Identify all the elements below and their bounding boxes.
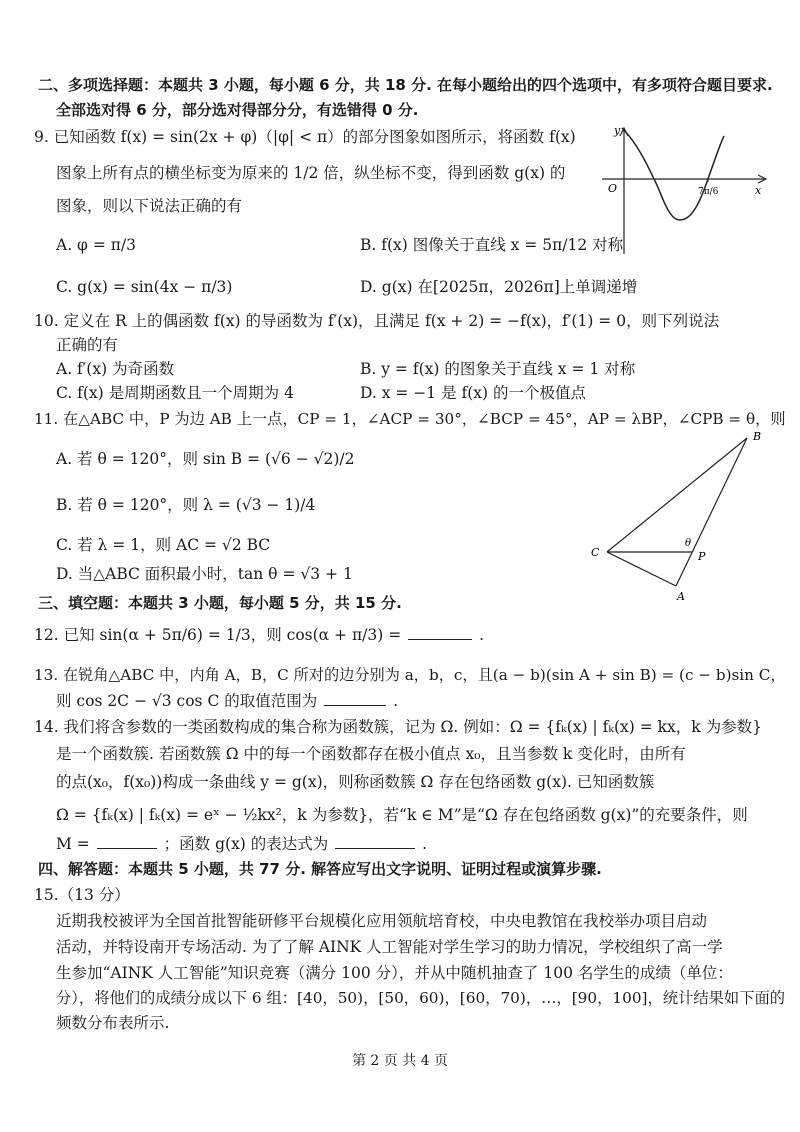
q13-line1: 13. 在锐角△ABC 中，内角 A，B，C 所对的边分别为 a，b，c，且(a − b)(sin A + sin B) = (c − b)sin C，: [34, 666, 786, 684]
section4-title: 四、解答题：本题共 5 小题，共 77 分. 解答应写出文字说明、证明过程或演算步骤.: [38, 860, 602, 878]
q15-line5: 频数分布表所示.: [56, 1014, 170, 1032]
q13-line2: [56, 690, 398, 712]
q9-option-d: D. g(x) 在[2025π，2026π]上单调递增: [360, 278, 638, 296]
y-axis-label: y: [614, 124, 621, 137]
q14-line4: Ω = {fₖ(x) | fₖ(x) = eˣ − ½kx²，k 为参数}，若“k ∈ M”是“Ω 存在包络函数 g(x)”的充要条件，则: [56, 806, 748, 824]
q14-line1: 14. 我们将含参数的一类函数构成的集合称为函数簇，记为 Ω. 例如：Ω = {fₖ(x) | fₖ(x) = kx，k 为参数}: [34, 718, 762, 736]
q11-option-c: C. 若 λ = 1，则 AC = √2 BC: [56, 536, 271, 554]
q13-answer-blank[interactable]: [324, 691, 386, 706]
q9-line1: 9. 已知函数 f(x) = sin(2x + φ)（|φ| < π）的部分图象如图所示，将函数 f(x): [34, 128, 576, 146]
tick-label-7pi-6: 7π/6: [698, 187, 719, 197]
q13-text: 则 cos 2C − √3 cos C 的取值范围为: [56, 692, 318, 710]
origin-label: O: [608, 182, 618, 195]
q9-option-b: B. f(x) 图像关于直线 x = 5π/12 对称: [360, 236, 624, 254]
q12-text: 12. 已知 sin(α + 5π/6) = 1/3，则 cos(α + π/3) =: [34, 626, 402, 644]
section2-title-line2: 全部选对得 6 分，部分选对得部分分，有选错得 0 分.: [56, 101, 419, 119]
x-axis-label: x: [755, 184, 762, 197]
q15-head: 15.（13 分）: [34, 886, 130, 904]
q10-line1: 10. 定义在 R 上的偶函数 f(x) 的导函数为 f′(x)，且满足 f(x + 2) = −f(x)，f′(1) = 0，则下列说法: [34, 312, 720, 330]
q12-tail: .: [479, 626, 485, 644]
q11-option-b: B. 若 θ = 120°，则 λ = (√3 − 1)/4: [56, 496, 316, 514]
q10-option-d: D. x = −1 是 f(x) 的一个极值点: [360, 384, 587, 402]
side-ab: [676, 438, 747, 586]
q10-line2: 正确的有: [56, 336, 119, 354]
q10-option-c: C. f(x) 是周期函数且一个周期为 4: [56, 384, 294, 402]
q9-line3: 图象，则以下说法正确的有: [56, 197, 243, 215]
q14-m-answer-blank[interactable]: [97, 834, 157, 849]
side-ca: [607, 552, 676, 586]
q9-option-a: A. φ = π/3: [56, 236, 137, 254]
angle-theta-label: θ: [685, 538, 692, 549]
point-p-label: P: [698, 550, 706, 563]
vertex-b-label: B: [753, 430, 762, 443]
q15-line2: 活动，并特设南开专场活动. 为了了解 AINK 人工智能对学生学习的助力情况，学校组织了高一学: [56, 938, 723, 956]
q14-line3: 的点(x₀，f(x₀))构成一条曲线 y = g(x)，则称函数簇 Ω 存在包络函数 g(x). 已知函数簇: [56, 773, 655, 791]
side-cb: [607, 438, 747, 552]
q14-tail: .: [422, 835, 428, 853]
q14-m-label: M =: [56, 835, 90, 853]
q11-line1: 11. 在△ABC 中，P 为边 AB 上一点，CP = 1，∠ACP = 30°，∠BCP = 45°，AP = λBP，∠CPB = θ，则: [34, 410, 786, 428]
q11-option-d: D. 当△ABC 面积最小时，tan θ = √3 + 1: [56, 565, 353, 583]
q10-option-b: B. y = f(x) 的图象关于直线 x = 1 对称: [360, 360, 636, 378]
q11-option-a: A. 若 θ = 120°，则 sin B = (√6 − √2)/2: [56, 450, 355, 468]
q14-line2: 是一个函数簇. 若函数簇 Ω 中的每一个函数都存在极小值点 x₀，且当参数 k 变化时，由所有: [56, 745, 686, 763]
sine-curve: [622, 128, 724, 220]
vertex-a-label: A: [677, 590, 685, 603]
q14-g-label: ；函数 g(x) 的表达式为: [163, 835, 329, 853]
q15-line1: 近期我校被评为全国首批智能研修平台规模化应用领航培育校，中央电教馆在我校举办项目启动: [56, 912, 708, 930]
q12-answer-blank[interactable]: [408, 625, 472, 640]
section3-title: 三、填空题：本题共 3 小题，每小题 5 分，共 15 分.: [38, 594, 402, 612]
q14-line5: [56, 833, 427, 855]
section2-title-line1: 二、多项选择题：本题共 3 小题，每小题 6 分，共 18 分. 在每小题给出的四个选项中，有多项符合题目要求.: [38, 76, 773, 94]
q10-option-a: A. f′(x) 为奇函数: [56, 360, 175, 378]
q14-g-answer-blank[interactable]: [335, 834, 415, 849]
q9-sine-graph: [596, 122, 771, 262]
q9-option-c: C. g(x) = sin(4x − π/3): [56, 278, 233, 296]
q9-line2: 图象上所有点的横坐标变为原来的 1/2 倍，纵坐标不变，得到函数 g(x) 的: [56, 164, 566, 182]
q12-line: [34, 624, 484, 646]
q15-line3: 生参加“AINK 人工智能”知识竞赛（满分 100 分），并从中随机抽查了 100 名学生的成绩（单位：: [56, 964, 733, 982]
q15-line4: 分），将他们的成绩分成以下 6 组：[40，50)，[50，60)，[60，70)，…，[90，100]，统计结果如下面的: [56, 989, 786, 1007]
q13-tail: .: [393, 692, 399, 710]
q11-triangle-figure: [585, 424, 775, 604]
page-footer: 第 2 页 共 4 页: [351, 1053, 449, 1069]
vertex-c-label: C: [591, 546, 600, 559]
